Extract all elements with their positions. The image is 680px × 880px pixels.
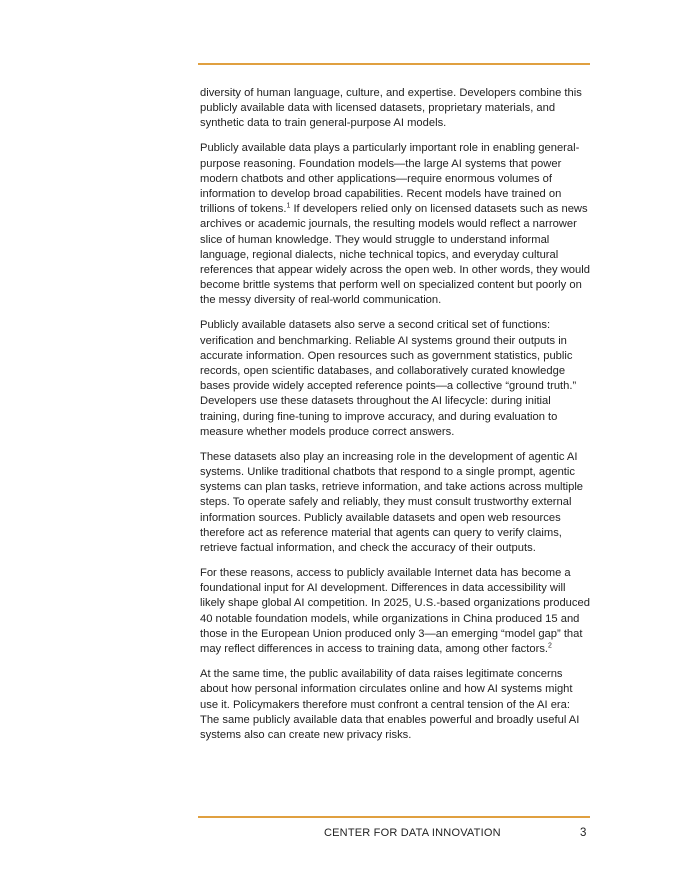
paragraph-2-text-a: Publicly available data plays a particularly important role in enabling general-purpose reasoning. Foundation models—the large AI systems that power modern chatbots and other applications—require enormous volumes of information to develop broad capabilities. Recent models have trained on trillions of tokens. — [200, 142, 580, 216]
page-number: 3 — [580, 827, 587, 839]
footer-organization: CENTER FOR DATA INNOVATION — [324, 827, 501, 839]
paragraph-2-text-b: If developers relied only on licensed datasets such as news archives or academic journals, the resulting models would reflect a narrower slice of human knowledge. They would struggle to understand informal language, regional dialects, niche technical topics, and everyday cultural references that appear widely across the open web. In other words, they would become brittle systems that perform well on specialized content but poorly on the messy diversity of real-world communication. — [200, 203, 590, 307]
paragraph-3: Publicly available datasets also serve a second critical set of functions: verification and benchmarking. Reliable AI systems ground their outputs in accurate information. Open resources such as government statistics, public records, open scientific databases, and collaboratively curated knowledge bases provide widely accepted reference points—a collective “ground truth.” Developers use these datasets throughout the AI lifecycle: during initial training, during fine-tuning to improve accuracy, and during evaluation to measure whether models produce correct answers. — [200, 319, 577, 438]
body-text — [200, 86, 592, 753]
header-rule — [198, 63, 590, 65]
footer-rule — [198, 816, 590, 818]
paragraph-2 — [200, 141, 592, 308]
paragraph-5 — [200, 566, 592, 657]
paragraph-5-text-a: For these reasons, access to publicly available Internet data has become a foundational input for AI development. Differences in data accessibility will likely shape global AI competition. In 2025, U.S.-based organizations produced 40 notable foundation models, while organizations in China produced 15 and those in the European Union produced only 3—an emerging “model gap” that may reflect differences in access to training data, among other factors. — [200, 567, 590, 656]
footnote-ref-1[interactable]: 1 — [286, 202, 291, 210]
paragraph-6: At the same time, the public availability of data raises legitimate concerns about how personal information circulates online and how AI systems might use it. Policymakers therefore must confront a central tension of the AI era: The same publicly available data that enables powerful and broadly useful AI systems also can create new privacy risks. — [200, 668, 580, 741]
paragraph-4: These datasets also play an increasing role in the development of agentic AI systems. Unlike traditional chatbots that respond to a single prompt, agentic systems can plan tasks, retrieve information, and take actions across multiple steps. To operate safely and reliably, they must consult trustworthy external information sources. Publicly available datasets and open web resources therefore act as reference material that agents can query to verify claims, retrieve factual information, and check the accuracy of their outputs. — [200, 450, 584, 555]
footnote-ref-2[interactable]: 2 — [548, 642, 552, 650]
paragraph-1: diversity of human language, culture, and expertise. Developers combine this publicly available data with licensed datasets, proprietary materials, and synthetic data to train general-purpose AI models. — [200, 87, 582, 130]
